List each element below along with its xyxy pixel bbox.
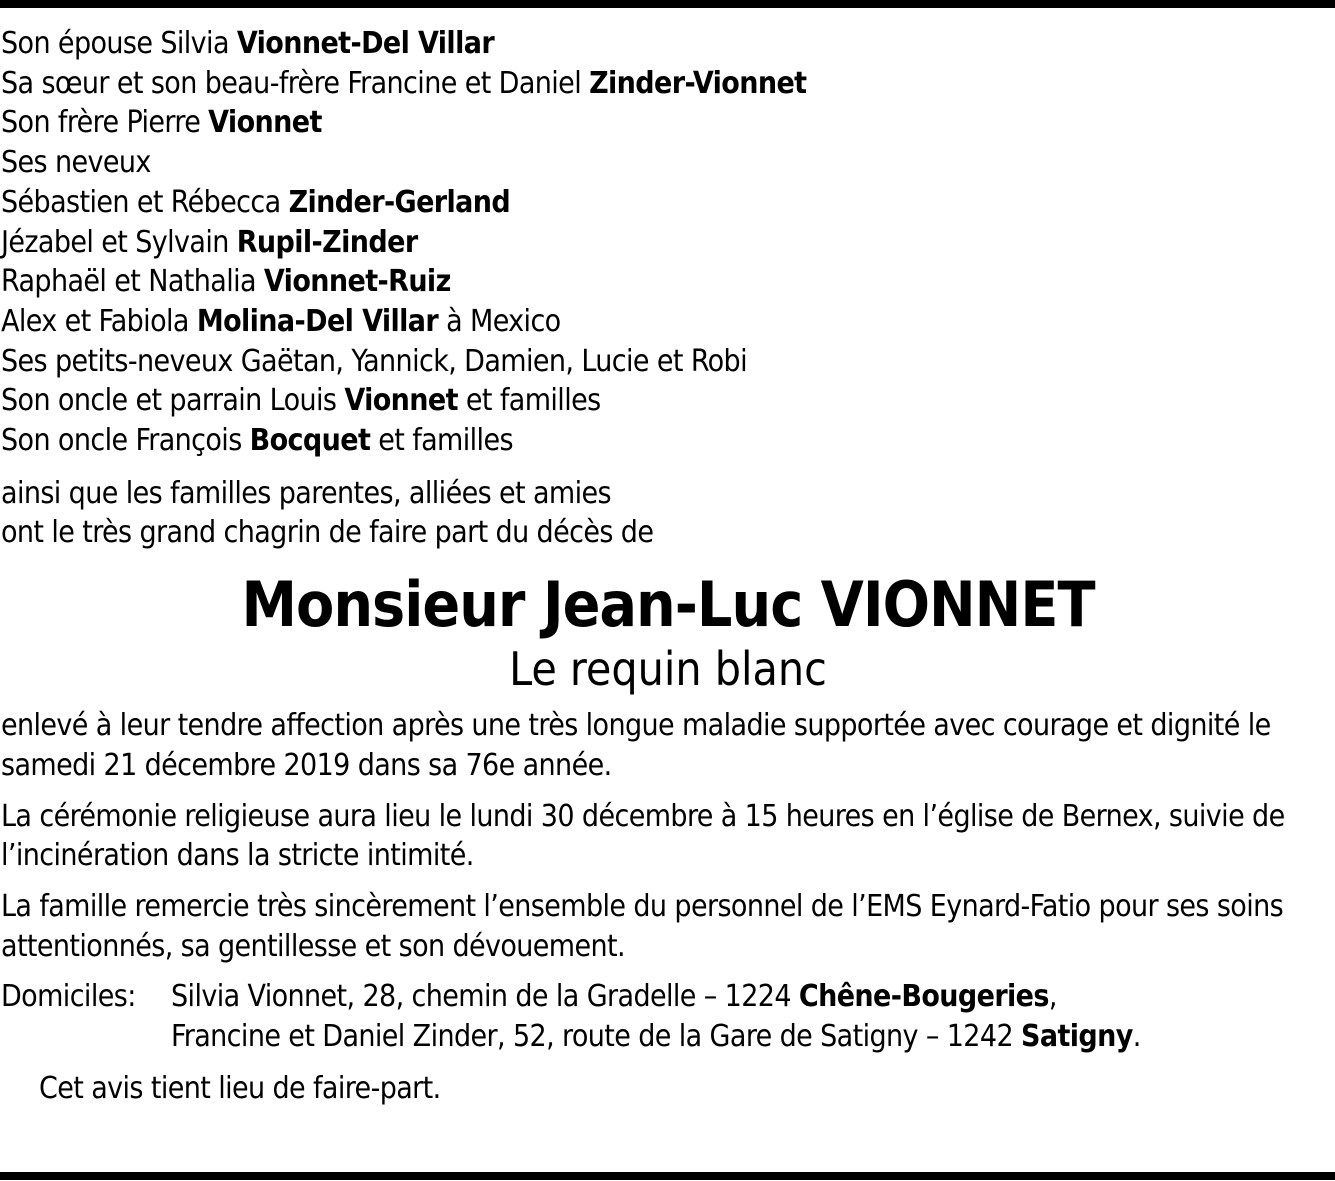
family-line [1,302,1335,342]
death-announcement-paragraph: enlevé à leur tendre affection après une très longue maladie supportée avec courage et dignité le samedi 21 décembre 2019 dans sa 76e année. [1,708,1271,783]
family-line-text: Ses neveux [1,145,151,181]
deceased-name: Monsieur Jean-Luc VIONNET [241,568,1095,642]
domiciles-label: Domiciles: [1,979,136,1015]
family-surname: Zinder-Vionnet [589,65,807,101]
family-list [1,24,1335,461]
address-locality: Chêne-Bougeries [798,979,1049,1015]
intro-line: ainsi que les familles parentes, alliées et amies [1,475,611,511]
section-spacer [1,461,1335,474]
family-surname: Molina-Del Villar [196,303,439,339]
family-line [1,381,1335,421]
family-line-text: Alex et Fabiola [1,303,197,339]
family-line-suffix: à Mexico [438,303,561,339]
address-punctuation: , [1048,979,1057,1015]
family-surname: Vionnet [344,383,458,419]
family-surname: Zinder-Gerland [288,184,511,220]
family-line-text: Raphaël et Nathalia [1,264,264,300]
intro-line: ont le très grand chagrin de faire part du décès de [1,515,654,551]
family-line [1,24,1335,64]
intro-text [1,474,1335,553]
family-line-text: Ses petits-neveux Gaëtan, Yannick, Damien, Lucie et Robi [1,343,747,379]
address-locality: Satigny [1021,1019,1133,1055]
family-line-text: Jézabel et Sylvain [1,224,237,260]
family-line [1,421,1335,461]
address-text: Francine et Daniel Zinder, 52, route de la Gare de Satigny – 1242 [171,1019,1021,1055]
family-line-text: Sébastien et Rébecca [1,184,289,220]
bottom-border-rule [0,1172,1335,1180]
family-line-text: Sa sœur et son beau-frère Francine et Daniel [1,65,590,101]
family-surname: Vionnet [208,105,322,141]
family-line-text: Son oncle François [1,423,250,459]
domiciles-block [1,977,1335,1056]
thanks-paragraph: La famille remercie très sincèrement l’ensemble du personnel de l’EMS Eynard-Fatio pour ses soins attentionnés, sa gentillesse et son dévouement. [1,888,1284,964]
family-line [1,342,1335,382]
domicile-address [171,977,1335,1017]
obituary-notice [1,24,1335,1108]
top-border-rule [0,0,1335,8]
domiciles-label-spacer [1,1017,171,1057]
family-line [1,183,1335,223]
family-surname: Vionnet-Del Villar [236,26,495,61]
deceased-nickname: Le requin blanc [509,642,827,697]
address-punctuation: . [1132,1019,1141,1055]
address-text: Silvia Vionnet, 28, chemin de la Gradelle – 1224 [171,979,799,1015]
family-line-text: Son oncle et parrain Louis [1,383,345,419]
notice-footer: Cet avis tient lieu de faire-part. [39,1070,441,1106]
family-line [1,262,1335,302]
family-line [1,143,1335,183]
family-line [1,223,1335,263]
family-line [1,103,1335,143]
family-line-suffix: et familles [457,383,601,419]
domicile-address [171,1017,1335,1057]
family-line-text: Son frère Pierre [1,105,209,141]
family-surname: Vionnet-Ruiz [263,264,451,300]
family-surname: Bocquet [249,423,371,459]
family-line-text: Son épouse Silvia [1,26,237,61]
ceremony-paragraph: La cérémonie religieuse aura lieu le lundi 30 décembre à 15 heures en l’église de Bernex, suivie de l’incinération dans la stricte intimité. [1,798,1285,874]
family-line-suffix: et familles [370,423,513,459]
family-surname: Rupil-Zinder [236,224,418,260]
family-line [1,64,1335,104]
